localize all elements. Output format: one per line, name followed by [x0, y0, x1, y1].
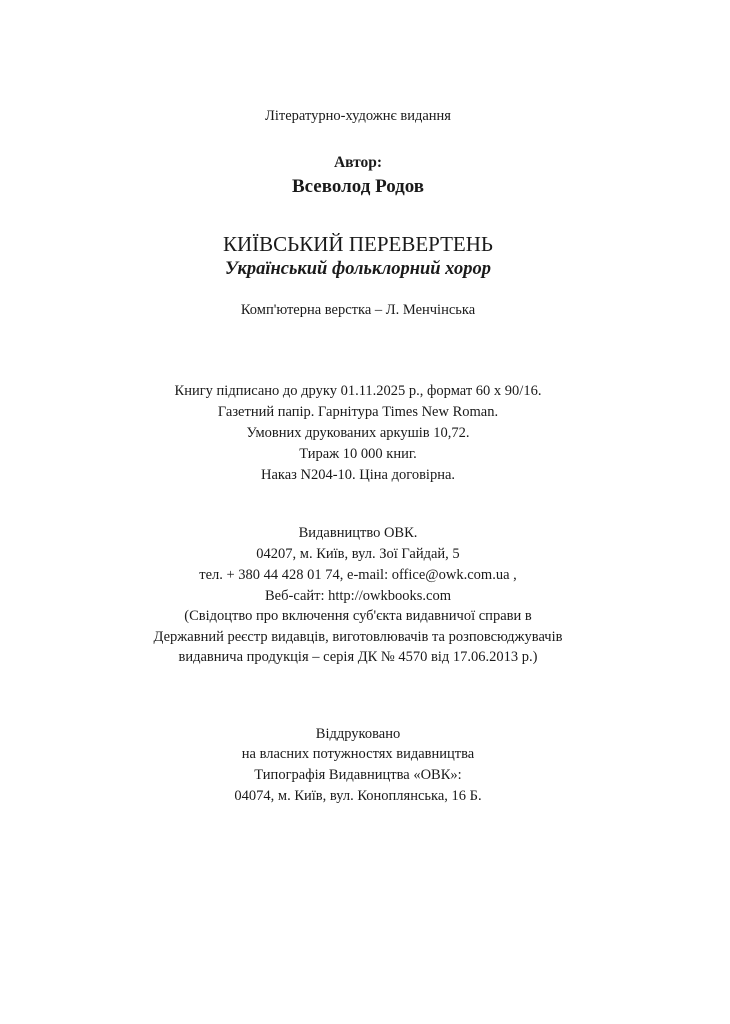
- publisher-line: Веб-сайт: http://owkbooks.com: [265, 588, 451, 604]
- publisher-line: Державний реєстр видавців, виготовлювачів та розповсюджувачів: [153, 629, 563, 645]
- publisher-line: (Свідоцтво про включення суб'єкта видавничої справи в: [184, 608, 532, 624]
- publisher-line: Видавництво ОВК.: [298, 525, 418, 541]
- publisher-line: видавнича продукція – серія ДК № 4570 від 17.06.2013 р.): [178, 649, 538, 665]
- edition-type: Літературно-художнє видання: [265, 108, 451, 124]
- author-label: Автор:: [333, 154, 383, 171]
- printing-line: Віддруковано: [315, 726, 401, 742]
- author-name: Всеволод Родов: [291, 176, 425, 197]
- printing-line: на власних потужностях видавництва: [241, 746, 475, 762]
- book-title: КИЇВСЬКИЙ ПЕРЕВЕРТЕНЬ: [223, 232, 493, 256]
- print-details-line: Тираж 10 000 книг.: [299, 446, 417, 462]
- print-details-line: Газетний папір. Гарнітура Times New Roman.: [217, 404, 499, 420]
- layout-credit: Комп'ютерна верстка – Л. Менчінська: [240, 302, 476, 318]
- print-details-line: Книгу підписано до друку 01.11.2025 р., формат 60 х 90/16.: [174, 383, 542, 399]
- publisher-line: 04207, м. Київ, вул. Зої Гайдай, 5: [256, 546, 460, 562]
- printing-line: 04074, м. Київ, вул. Коноплянська, 16 Б.: [234, 788, 482, 804]
- print-details-line: Наказ N204-10. Ціна договірна.: [260, 467, 456, 483]
- printing-line: Типографія Видавництва «ОВК»:: [254, 767, 462, 783]
- print-details-line: Умовних друкованих аркушів 10,72.: [246, 425, 470, 441]
- book-subtitle: Український фольклорний хорор: [225, 259, 491, 279]
- publisher-line: тел. + 380 44 428 01 74, e-mail: office@owk.com.ua ,: [199, 567, 517, 583]
